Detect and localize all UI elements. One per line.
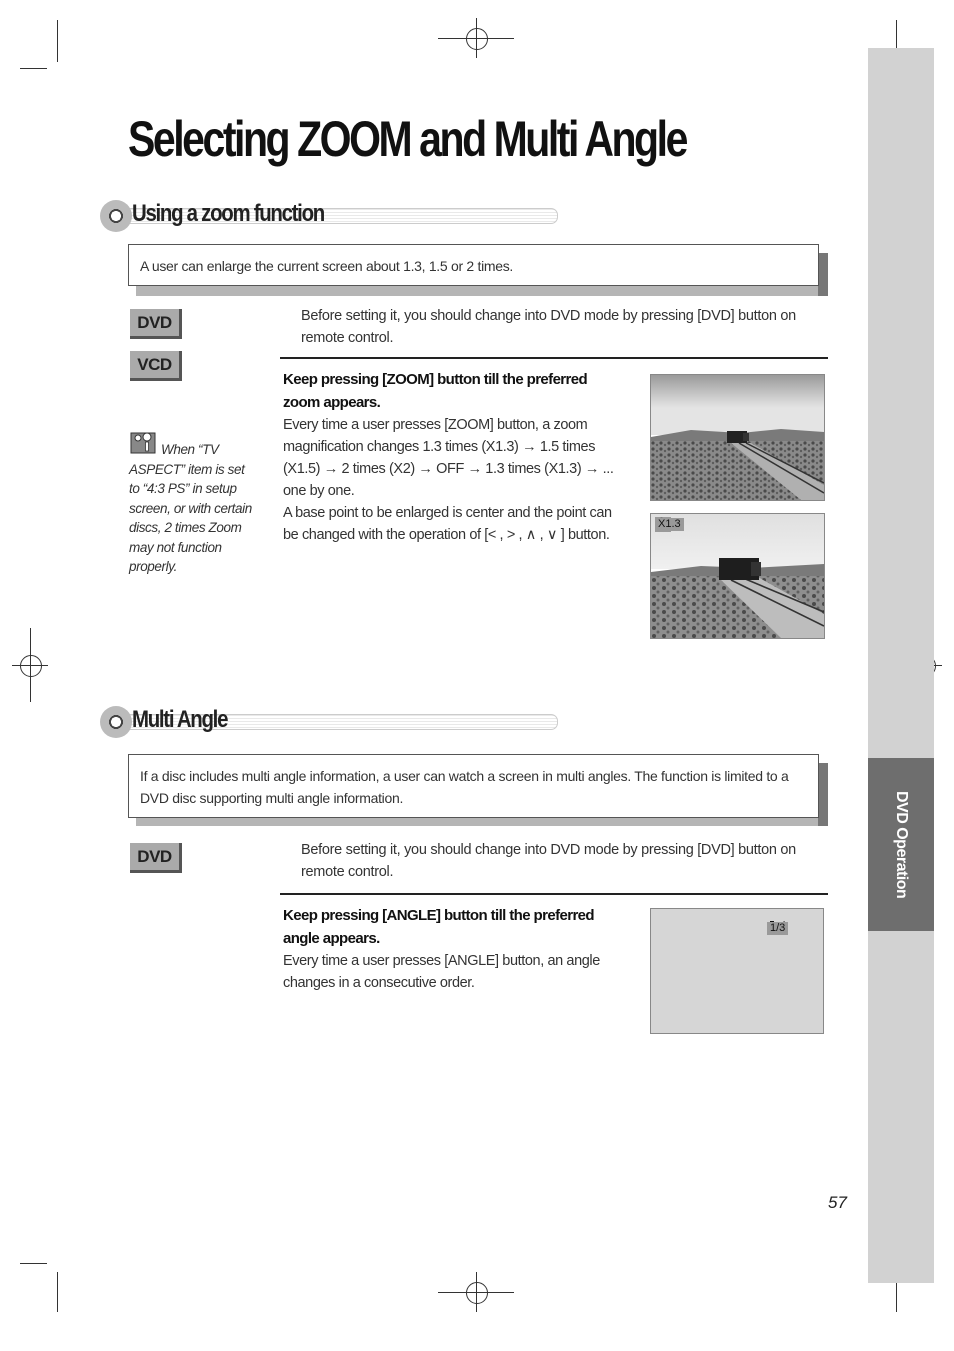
zoom-tip: When “TV ASPECT” item is set to “4:3 PS” in setup screen, or with certain discs, 2 times Zoom may not function properly.	[129, 442, 252, 574]
dvd-badge: DVD	[130, 309, 182, 339]
registration-mark	[20, 655, 42, 677]
side-tab-label: DVD Operation	[893, 790, 910, 899]
crop-mark	[20, 1263, 47, 1264]
intro-shadow	[136, 286, 828, 296]
train-photo	[650, 374, 825, 501]
zoom-step-body-2: A base point to be enlarged is center and the point can be changed with the operation of [< , > , ∧ , ∨ ] button.	[283, 505, 612, 543]
intro-shadow	[136, 818, 828, 826]
zoom-intro-box: A user can enlarge the current screen about 1.3, 1.5 or 2 times.	[128, 244, 819, 286]
zoom-step-body-1: Every time a user presses [ZOOM] button, a zoom magnification changes 1.3 times (X1.3) → 1.5 times (X1.5) → 2 times (X2) → OFF → 1.3 times (X1.3) → ... one by one.	[283, 417, 614, 499]
registration-mark	[466, 1282, 488, 1304]
angle-mode-note: Before setting it, you should change into DVD mode by pressing [DVD] button on remote control.	[301, 842, 796, 880]
zoom-step-heading: Keep pressing [ZOOM] button till the preferred zoom appears.	[283, 371, 588, 411]
intro-shadow	[818, 763, 828, 826]
divider	[280, 357, 828, 359]
registration-mark	[466, 28, 488, 50]
intro-shadow	[818, 253, 828, 296]
bullet-icon	[100, 706, 132, 738]
dvd-badge: DVD	[130, 843, 182, 873]
crop-mark	[57, 1272, 58, 1312]
side-band	[868, 48, 934, 1283]
train-photo-zoomed	[650, 513, 825, 639]
angle-step-body: Every time a user presses [ANGLE] button, an angle changes in a consecutive order.	[283, 953, 600, 991]
zoom-section-heading	[100, 200, 560, 232]
angle-intro-box: If a disc includes multi angle information, a user can watch a screen in multi angles. The function is limited to a DVD disc supporting multi angle information.	[128, 754, 819, 818]
page-title: Selecting ZOOM and Multi Angle	[128, 111, 686, 167]
zoom-mode-note: Before setting it, you should change into DVD mode by pressing [DVD] button on remote control.	[301, 308, 796, 346]
angle-section-heading	[100, 706, 560, 738]
bullet-icon	[100, 200, 132, 232]
angle-section-title: Multi Angle	[132, 706, 228, 733]
angle-step-heading: Keep pressing [ANGLE] button till the preferred angle appears.	[283, 907, 594, 947]
vcd-badge: VCD	[130, 351, 182, 381]
zoom-section-title: Using a zoom function	[132, 200, 324, 227]
divider	[280, 893, 828, 895]
angle-screen	[650, 908, 824, 1034]
zoom-osd-value: X1.3	[655, 518, 684, 531]
crop-mark	[20, 68, 47, 69]
angle-osd	[767, 919, 785, 937]
zoom-step-body	[283, 414, 628, 546]
angle-osd-value: 1/3	[767, 922, 788, 935]
page-number: 57	[828, 1193, 847, 1212]
crop-mark	[57, 20, 58, 62]
